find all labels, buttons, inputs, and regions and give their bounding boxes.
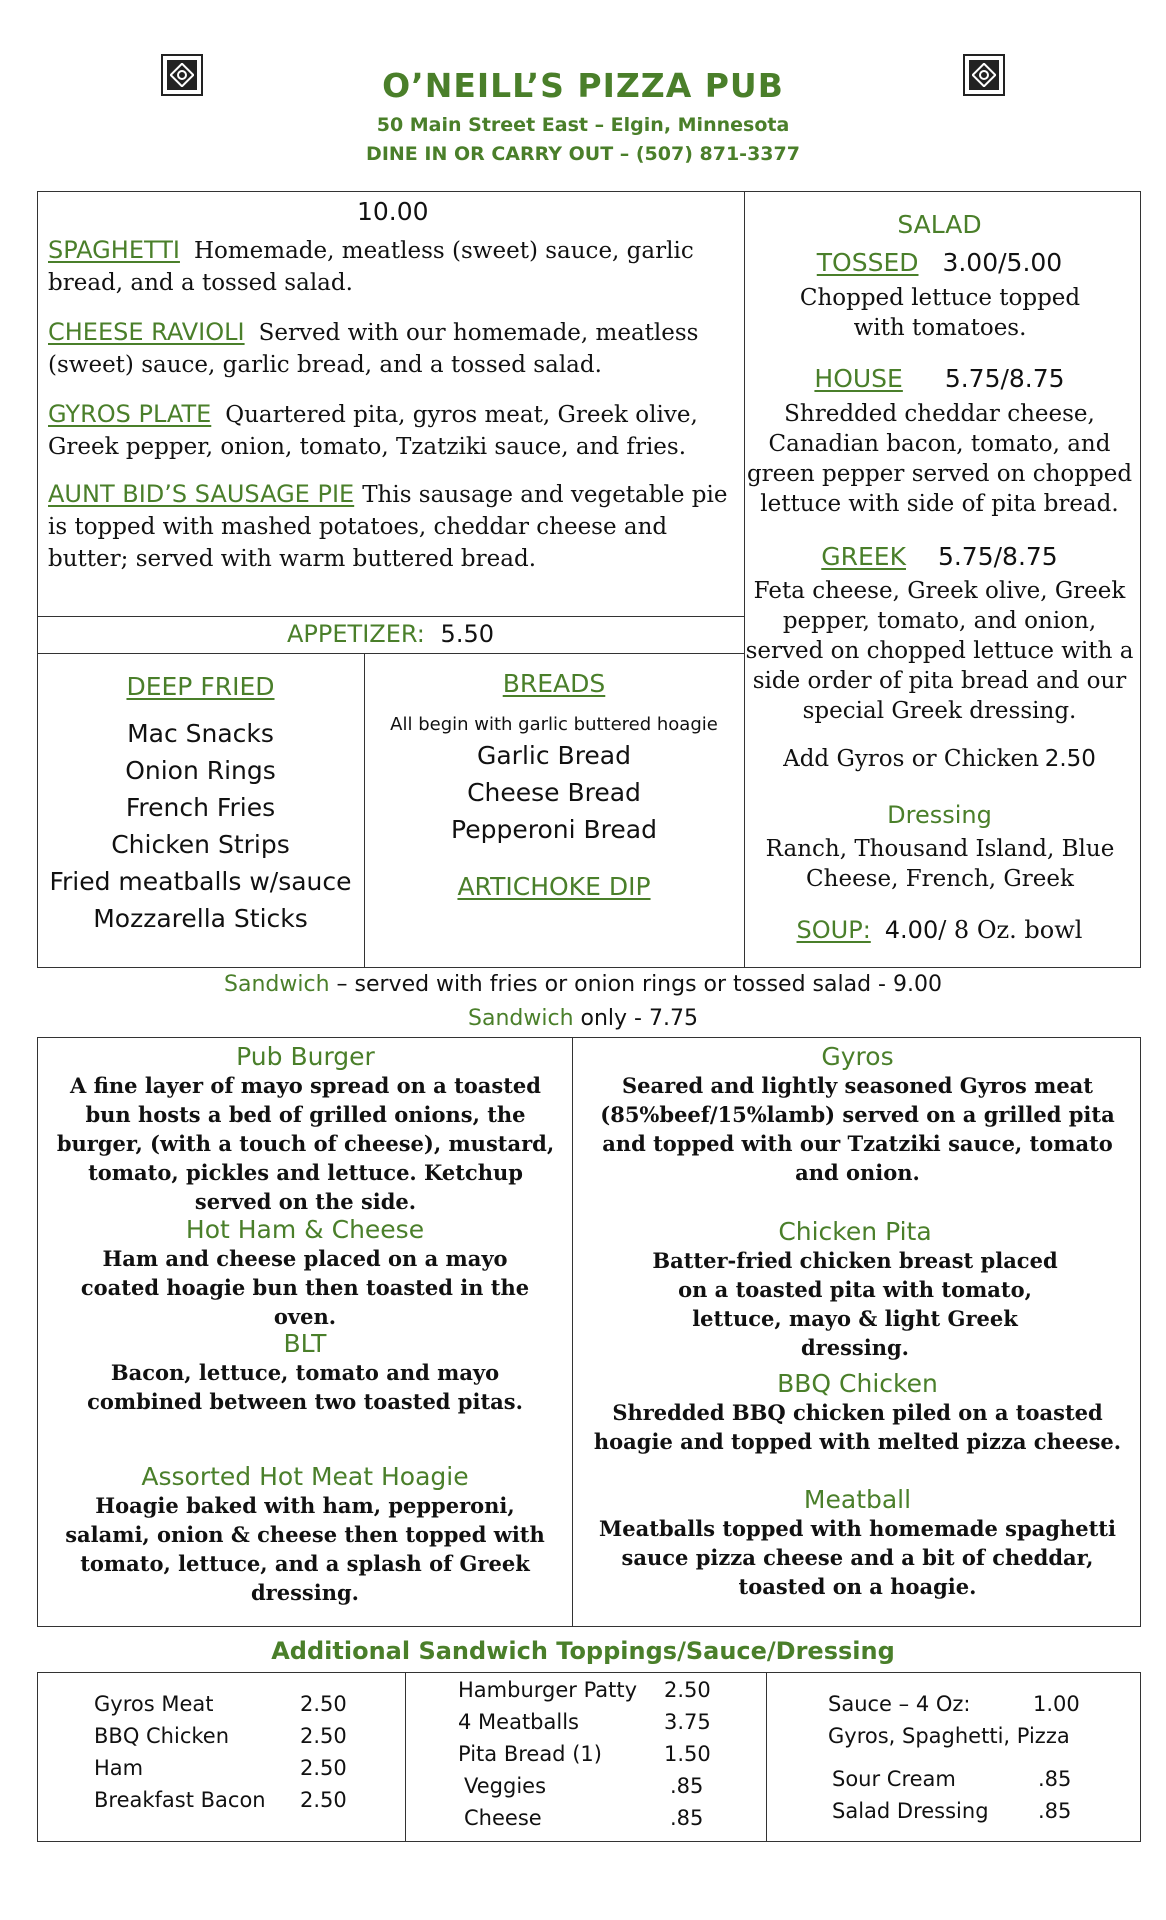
- divider: [766, 1672, 767, 1842]
- list-item: Onion Rings: [125, 756, 276, 785]
- sandwich-desc: Meatballs topped with homemade spaghetti sauce pizza cheese and a bit of cheddar, toasted on a hoagie.: [599, 1516, 1116, 1599]
- topping-row: [94, 1784, 354, 1816]
- sandwich-name: Pub Burger: [236, 1042, 375, 1071]
- list-item: Mozzarella Sticks: [93, 904, 308, 933]
- entree-desc: Quartered pita, gyros meat, Greek olive, Greek pepper, onion, tomato, Tzatziki sauce, and fries.: [48, 402, 698, 460]
- entree-item: [48, 234, 728, 299]
- sauce-types: Gyros, Spaghetti, Pizza: [828, 1724, 1070, 1748]
- entree-desc: Homemade, meatless (sweet) sauce, garlic bread, and a tossed salad.: [48, 238, 694, 296]
- addon-price: 2.50: [1044, 746, 1096, 772]
- entree-item: [48, 316, 728, 381]
- soup-unit: / 8 Oz. bowl: [938, 916, 1083, 944]
- topping-row: [94, 1752, 354, 1784]
- sandwich-word: Sandwich: [224, 972, 330, 997]
- breads-list: [364, 737, 744, 848]
- deep-fried-column: [37, 672, 364, 937]
- topping-name: Sour Cream: [832, 1767, 956, 1791]
- sandwich-word: Sandwich: [468, 1006, 574, 1031]
- sandwich-desc: Bacon, lettuce, tomato and mayo combined between two toasted pitas.: [87, 1360, 523, 1414]
- topping-price: 3.75: [664, 1710, 711, 1734]
- topping-row: [94, 1720, 354, 1752]
- salad-addon: [742, 746, 1137, 772]
- salad-price: 5.75/8.75: [944, 364, 1065, 393]
- sandwich-item: [60, 1215, 550, 1331]
- list-item: Fried meatballs w/sauce: [49, 867, 352, 896]
- sandwich-desc: Ham and cheese placed on a mayo coated hoagie bun then toasted in the oven.: [80, 1246, 530, 1329]
- entree-item: [48, 478, 728, 575]
- salad-item-head: [742, 248, 1137, 277]
- sandwich-item: [585, 1042, 1130, 1187]
- sandwich-price-text: – served with fries or onion rings or tossed salad - 9.00: [329, 972, 942, 997]
- topping-name: BBQ Chicken: [94, 1724, 230, 1748]
- dressing-list: Ranch, Thousand Island, Blue Cheese, French, Greek: [765, 836, 1115, 892]
- topping-price: 2.50: [300, 1756, 347, 1780]
- sandwich-name: Hot Ham & Cheese: [185, 1215, 425, 1244]
- sandwich-price-text: only - 7.75: [573, 1006, 698, 1031]
- divider: [37, 616, 744, 617]
- topping-name: Veggies: [464, 1774, 547, 1798]
- topping-row: [458, 1770, 738, 1802]
- topping-price: .85: [670, 1806, 704, 1830]
- sandwich-price-line: [0, 972, 1166, 997]
- entree-name: GYROS PLATE: [48, 400, 212, 428]
- sandwich-desc: Hoagie baked with ham, pepperoni, salami, onion & cheese then topped with tomato, lettuce, and a splash of Greek dressing.: [65, 1493, 545, 1605]
- sandwich-item: [48, 1042, 563, 1216]
- topping-name: Gyros Meat: [94, 1692, 214, 1716]
- divider: [572, 1037, 573, 1627]
- divider: [37, 653, 744, 654]
- list-item: Mac Snacks: [127, 719, 274, 748]
- salad-item-head: [742, 364, 1137, 393]
- salad-heading: SALAD: [897, 210, 982, 239]
- list-item: Pepperoni Bread: [451, 815, 657, 844]
- topping-price: 2.50: [664, 1678, 711, 1702]
- toppings-col-3: [828, 1688, 1108, 1827]
- sandwich-desc: Shredded BBQ chicken piled on a toasted hoagie and topped with melted pizza cheese.: [593, 1400, 1122, 1454]
- topping-name: Ham: [94, 1756, 144, 1780]
- sandwich-desc: Batter-fried chicken breast placed on a toasted pita with tomato, lettuce, mayo & light Greek dressing.: [652, 1248, 1058, 1360]
- sandwich-item: [590, 1369, 1125, 1456]
- salad-desc: Chopped lettuce topped with tomatoes.: [799, 285, 1081, 341]
- entree-price: 10.00: [357, 197, 429, 226]
- list-item: French Fries: [125, 793, 276, 822]
- entree-desc: This sausage and vegetable pie is topped with mashed potatoes, cheddar cheese and butter; served with warm buttered bread.: [48, 482, 728, 572]
- entree-name: CHEESE RAVIOLI: [48, 318, 245, 346]
- sandwich-item: [60, 1329, 550, 1416]
- salad-item-head: [742, 542, 1137, 571]
- topping-name: Pita Bread (1): [458, 1742, 602, 1766]
- sandwich-name: BBQ Chicken: [777, 1369, 938, 1398]
- topping-price: 2.50: [300, 1724, 347, 1748]
- soup-line: [742, 916, 1137, 945]
- sandwich-item: [585, 1485, 1130, 1601]
- topping-row: [94, 1688, 354, 1720]
- sandwich-item: [60, 1462, 550, 1607]
- topping-price: 1.50: [664, 1742, 711, 1766]
- topping-price: .85: [1038, 1799, 1072, 1823]
- entree-desc: Served with our homemade, meatless (sweet) sauce, garlic bread, and a tossed salad.: [48, 320, 699, 378]
- deep-fried-heading: DEEP FRIED: [126, 672, 275, 701]
- topping-row: [828, 1795, 1108, 1827]
- toppings-heading: Additional Sandwich Toppings/Sauce/Dressing: [271, 1637, 895, 1665]
- appetizer-price: 5.50: [440, 620, 494, 648]
- breads-column: [364, 669, 744, 901]
- topping-name: Cheese: [464, 1806, 542, 1830]
- salad-desc: Feta cheese, Greek olive, Greek pepper, tomato, and onion, served on chopped lettuce with a side order of pita bread and our special Greek dressing.: [745, 578, 1134, 724]
- appetizer-label: APPETIZER:: [287, 620, 425, 648]
- topping-name: Breakfast Bacon: [94, 1788, 266, 1812]
- list-item: Cheese Bread: [467, 778, 641, 807]
- topping-row: [458, 1802, 738, 1834]
- entree-name: SPAGHETTI: [48, 236, 180, 264]
- sandwich-price-line: [0, 1006, 1166, 1031]
- soup-price: 4.00: [884, 916, 939, 944]
- topping-price: .85: [670, 1774, 704, 1798]
- list-item: Chicken Strips: [111, 830, 290, 859]
- salad-name: GREEK: [821, 542, 906, 571]
- phone-line: DINE IN OR CARRY OUT – (507) 871-3377: [366, 143, 800, 165]
- topping-name: Hamburger Patty: [458, 1678, 638, 1702]
- sandwich-item: [640, 1217, 1070, 1362]
- list-item: Garlic Bread: [476, 741, 631, 770]
- sandwich-name: Gyros: [821, 1042, 894, 1071]
- breads-heading: BREADS: [502, 669, 606, 698]
- salad-name: HOUSE: [814, 364, 903, 393]
- restaurant-title: O’NEILL’S PIZZA PUB: [382, 66, 784, 105]
- sandwich-name: Assorted Hot Meat Hoagie: [141, 1462, 469, 1491]
- topping-name: Salad Dressing: [832, 1799, 989, 1823]
- salad-desc: Shredded cheddar cheese, Canadian bacon, tomato, and green pepper served on chopped lettuce with side of pita bread.: [746, 401, 1133, 517]
- topping-row: [458, 1674, 738, 1706]
- topping-row: [458, 1738, 738, 1770]
- sandwich-name: Chicken Pita: [778, 1217, 932, 1246]
- topping-price: 2.50: [300, 1692, 347, 1716]
- entree-item: [48, 398, 728, 463]
- salad-price: 3.00/5.00: [942, 248, 1063, 277]
- sandwich-desc: Seared and lightly seasoned Gyros meat (85%beef/15%lamb) served on a grilled pita and topped with our Tzatziki sauce, tomato and onion.: [600, 1073, 1115, 1185]
- soup-label: SOUP:: [796, 916, 871, 944]
- topping-name: Sauce – 4 Oz:: [828, 1692, 971, 1716]
- sandwich-desc: A fine layer of mayo spread on a toasted bun hosts a bed of grilled onions, the burger, (with a touch of cheese), mustard, tomato, pickles and lettuce. Ketchup served on the side.: [56, 1073, 555, 1214]
- dressing-heading: Dressing: [887, 801, 992, 829]
- artichoke-dip: ARTICHOKE DIP: [457, 872, 651, 901]
- sandwich-name: Meatball: [803, 1485, 912, 1514]
- appetizer-header: [37, 620, 744, 648]
- topping-name: 4 Meatballs: [458, 1710, 579, 1734]
- entree-name: AUNT BID’S SAUSAGE PIE: [48, 480, 355, 508]
- sandwich-name: BLT: [283, 1329, 327, 1358]
- topping-price: 1.00: [1033, 1692, 1080, 1716]
- toppings-col-1: [94, 1688, 354, 1816]
- deep-fried-list: [37, 715, 364, 937]
- toppings-col-2: [458, 1674, 738, 1834]
- topping-row: [828, 1763, 1108, 1795]
- salad-name: TOSSED: [816, 248, 919, 277]
- topping-row: [828, 1688, 1108, 1720]
- divider: [405, 1672, 406, 1842]
- salad-price: 5.75/8.75: [937, 542, 1058, 571]
- topping-price: .85: [1038, 1767, 1072, 1791]
- addon-text: Add Gyros or Chicken: [783, 746, 1039, 772]
- address-line: 50 Main Street East – Elgin, Minnesota: [376, 114, 790, 136]
- topping-row: [458, 1706, 738, 1738]
- breads-note: All begin with garlic buttered hoagie: [390, 714, 718, 735]
- topping-price: 2.50: [300, 1788, 347, 1812]
